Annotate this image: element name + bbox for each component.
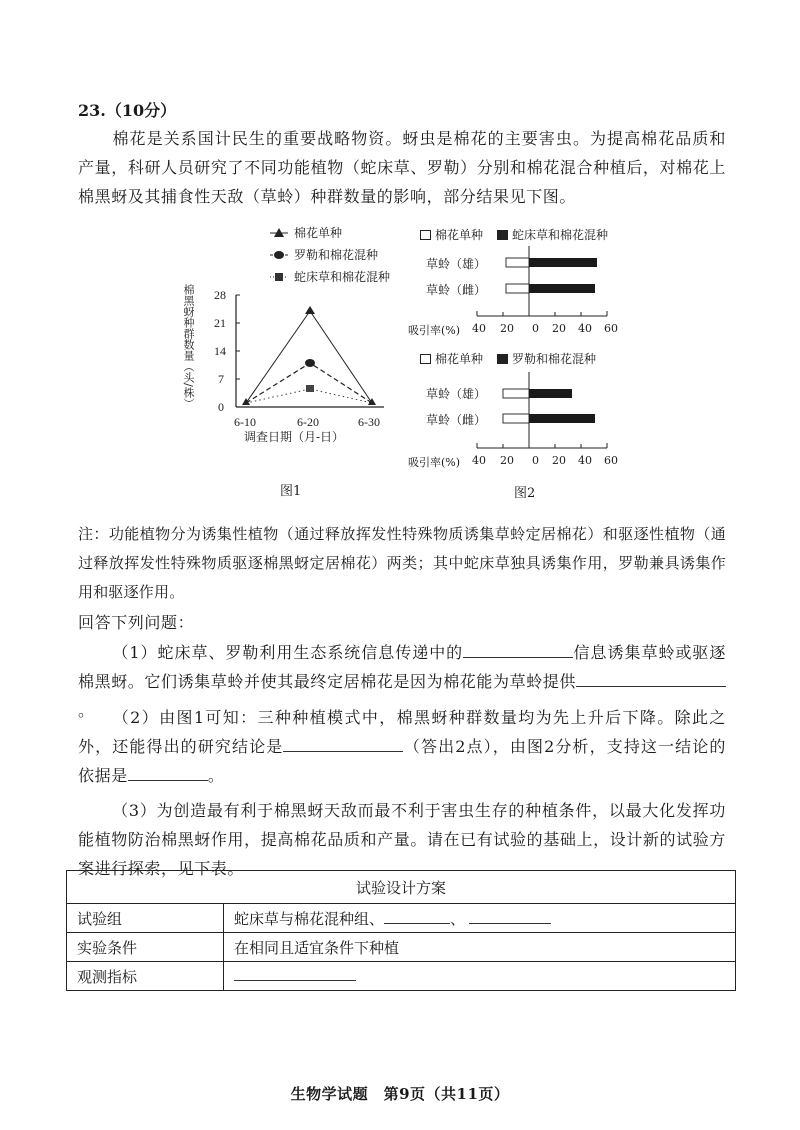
- table-row: [67, 933, 736, 962]
- answer-blank-6[interactable]: [469, 909, 551, 924]
- figure-2-caption: 图2: [514, 486, 536, 501]
- table-row: [67, 962, 736, 991]
- answer-blank-1[interactable]: [463, 643, 573, 658]
- figure-1-legend: [270, 222, 390, 288]
- figure-1-y-axis-label: 棉黑蚜种群数量（头/株）: [182, 284, 195, 409]
- figure-1: [180, 222, 410, 502]
- black-swatch-icon: [497, 354, 508, 364]
- sub-question-2: （2）由图1可知：三种种植模式中，棉黑蚜种群数量均为先上升后下降。除此之外，还能得出的研究结论是 （答出2点），由图2分析，支持这一结论的依据是 。: [78, 708, 726, 785]
- answer-blank-4[interactable]: [128, 766, 208, 781]
- answer-blank-2[interactable]: [576, 672, 726, 687]
- figure-1-caption: 图1: [280, 484, 302, 499]
- figure-2-bottom-legend: 棉花单种 罗勒和棉花混种: [420, 350, 596, 367]
- bar-label-female: 草蛉（雌）: [426, 283, 487, 297]
- answer-blank-3[interactable]: [283, 737, 403, 752]
- figure-2: [400, 222, 640, 502]
- y-tick-7: 7: [218, 372, 224, 386]
- triangle-marker-icon: [270, 228, 288, 238]
- figure-2-top-axis: 吸引率(%) 40 20 0 20 40 60: [408, 322, 618, 337]
- note-text: 注：功能植物分为诱集性植物（通过释放挥发性特殊物质诱集草蛉定居棉花）和驱逐性植物（通过释放挥发性特殊物质驱逐棉黑蚜定居棉花）两类；其中蛇床草独具诱集作用，罗勒兼具诱集作用和驱逐作用。: [78, 525, 726, 601]
- page-footer: 生物学试题 第9页（共11页）: [290, 1085, 510, 1103]
- white-swatch-icon: [420, 230, 431, 240]
- row-label: 观测指标: [67, 962, 224, 991]
- row-value: 蛇床草与棉花混种组、 、: [224, 904, 736, 933]
- y-tick-28: 28: [214, 288, 226, 302]
- white-swatch-icon: [420, 354, 431, 364]
- answer-blank-5[interactable]: [384, 909, 450, 924]
- y-tick-14: 14: [214, 344, 226, 358]
- sub-question-3: （3）为创造最有利于棉黑蚜天敌而最不利于害虫生存的种植条件，以最大化发挥功能植物防治棉黑蚜作用，提高棉花品质和产量。请在已有试验的基础上，设计新的试验方案进行探索，见下表。: [78, 801, 726, 878]
- question-intro: [78, 124, 726, 211]
- figure-1-x-axis-label: 调查日期（月-日）: [244, 430, 345, 444]
- table-title: 试验设计方案: [67, 871, 736, 904]
- legend-item-cotton-mono: 棉花单种: [270, 222, 390, 244]
- bar-label-male: 草蛉（雄）: [426, 387, 487, 401]
- row-label: 试验组: [67, 904, 224, 933]
- y-tick-21: 21: [214, 316, 226, 330]
- bar-label-male: 草蛉（雄）: [426, 257, 487, 271]
- experiment-design-table: [66, 870, 736, 991]
- sub-question-1: （1）蛇床草、罗勒利用生态系统信息传递中的 信息诱集草蛉或驱逐棉黑蚜。它们诱集草蛉并使其最终定居棉花是因为棉花能为草蛉提供。: [78, 643, 727, 720]
- intro-text: 棉花是关系国计民生的重要战略物资。蚜虫是棉花的主要害虫。为提高棉花品质和产量，科研人员研究了不同功能植物（蛇床草、罗勒）分别和棉花混合种植后，对棉花上棉黑蚜及其捕食性天敌（草蛉）种群数量的影响，部分结果见下图。: [78, 129, 726, 206]
- figure-1-line-chart: [194, 282, 404, 432]
- row-value: 在相同且适宜条件下种植: [224, 933, 736, 962]
- bar-label-female: 草蛉（雌）: [426, 413, 487, 427]
- row-label: 实验条件: [67, 933, 224, 962]
- x-tick-6-10: 6-10: [234, 415, 256, 429]
- table-row: [67, 904, 736, 933]
- x-tick-6-30: 6-30: [358, 415, 380, 429]
- legend-item-cnidium-mix: 蛇床草和棉花混种: [270, 266, 390, 288]
- figure-2-bottom-axis: 吸引率(%) 40 20 0 20 40 60: [408, 454, 618, 469]
- answer-blank-7[interactable]: [234, 970, 356, 981]
- legend-item-basil-mix: 罗勒和棉花混种: [270, 244, 390, 266]
- black-swatch-icon: [497, 230, 508, 240]
- circle-marker-icon: [270, 250, 288, 260]
- question-number: 23.（10分）: [78, 101, 177, 120]
- answer-lead: 回答下列问题：: [78, 613, 195, 632]
- y-tick-0: 0: [218, 400, 224, 414]
- square-marker-icon: [270, 272, 288, 282]
- figure-2-bottom-bar-chart: [470, 372, 640, 462]
- x-tick-6-20: 6-20: [297, 415, 319, 429]
- row-value: [224, 962, 736, 991]
- figure-2-top-legend: 棉花单种 蛇床草和棉花混种: [420, 226, 608, 243]
